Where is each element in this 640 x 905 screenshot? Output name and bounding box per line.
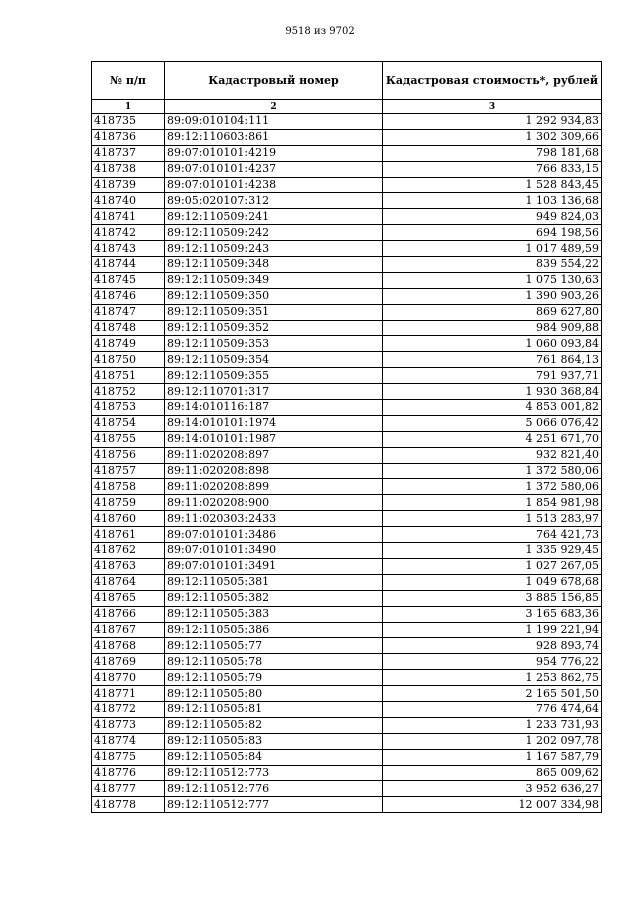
cadastral-number-cell: 89:12:110509:242 [165,225,383,241]
row-number-cell: 418744 [92,257,165,273]
row-number-cell: 418747 [92,304,165,320]
row-number-cell: 418736 [92,129,165,145]
cadastral-value-cell: 869 627,80 [383,304,602,320]
cadastral-value-cell: 1 930 368,84 [383,384,602,400]
table-row [92,670,602,686]
row-number-cell: 418735 [92,114,165,130]
cadastral-value-cell: 4 251 671,70 [383,431,602,447]
cadastral-value-cell: 928 893,74 [383,638,602,654]
table-row [92,701,602,717]
cadastral-value-cell: 954 776,22 [383,654,602,670]
column-number: 1 [92,100,165,114]
table-row [92,495,602,511]
row-number-cell: 418752 [92,384,165,400]
row-number-cell: 418750 [92,352,165,368]
table-row [92,161,602,177]
cadastral-value-cell: 1 202 097,78 [383,733,602,749]
row-number-cell: 418773 [92,717,165,733]
row-number-cell: 418756 [92,447,165,463]
cadastral-value-cell: 865 009,62 [383,765,602,781]
cadastral-number-cell: 89:12:110505:81 [165,701,383,717]
cadastral-value-cell: 1 253 862,75 [383,670,602,686]
cadastral-number-cell: 89:12:110505:83 [165,733,383,749]
cadastral-number-cell: 89:12:110509:351 [165,304,383,320]
row-number-cell: 418741 [92,209,165,225]
row-number-cell: 418751 [92,368,165,384]
cadastral-value-cell: 1 854 981,98 [383,495,602,511]
cadastral-value-cell: 932 821,40 [383,447,602,463]
row-number-cell: 418777 [92,781,165,797]
table-row [92,781,602,797]
table-row [92,654,602,670]
cadastral-number-cell: 89:09:010104:111 [165,114,383,130]
table-row [92,177,602,193]
row-number-cell: 418769 [92,654,165,670]
cadastral-value-cell: 5 066 076,42 [383,415,602,431]
cadastral-number-cell: 89:12:110512:773 [165,765,383,781]
table-row [92,241,602,257]
table-row [92,765,602,781]
cadastral-value-cell: 761 864,13 [383,352,602,368]
table-row [92,368,602,384]
row-number-cell: 418778 [92,797,165,813]
row-number-cell: 418766 [92,606,165,622]
cadastral-value-cell: 1 075 130,63 [383,272,602,288]
cadastral-value-cell: 1 292 934,83 [383,114,602,130]
cadastral-number-cell: 89:12:110509:354 [165,352,383,368]
cadastral-number-cell: 89:12:110509:241 [165,209,383,225]
cadastral-number-cell: 89:05:020107:312 [165,193,383,209]
cadastral-number-cell: 89:12:110505:381 [165,574,383,590]
cadastral-number-cell: 89:07:010101:3486 [165,527,383,543]
table-row [92,336,602,352]
cadastral-number-cell: 89:12:110603:861 [165,129,383,145]
column-number-row [92,100,602,114]
row-number-cell: 418748 [92,320,165,336]
row-number-cell: 418772 [92,701,165,717]
row-number-cell: 418749 [92,336,165,352]
cadastral-number-cell: 89:07:010101:3491 [165,558,383,574]
cadastral-number-cell: 89:11:020208:900 [165,495,383,511]
cadastral-number-cell: 89:12:110509:349 [165,272,383,288]
cadastral-number-cell: 89:12:110509:353 [165,336,383,352]
header-cadastral-value: Кадастровая стоимость*, рублей [383,62,602,100]
table-row [92,320,602,336]
cadastral-value-cell: 3 952 636,27 [383,781,602,797]
cadastral-value-cell: 2 165 501,50 [383,686,602,702]
table-row [92,352,602,368]
cadastral-number-cell: 89:12:110505:382 [165,590,383,606]
row-number-cell: 418760 [92,511,165,527]
header-number: № п/п [92,62,165,100]
table-row [92,558,602,574]
table-row [92,686,602,702]
cadastral-value-cell: 798 181,68 [383,145,602,161]
cadastral-value-cell: 12 007 334,98 [383,797,602,813]
cadastral-value-cell: 1 390 903,26 [383,288,602,304]
row-number-cell: 418746 [92,288,165,304]
row-number-cell: 418768 [92,638,165,654]
cadastral-value-cell: 1 103 136,68 [383,193,602,209]
table-row [92,114,602,130]
cadastral-value-cell: 839 554,22 [383,257,602,273]
cadastral-number-cell: 89:12:110509:350 [165,288,383,304]
cadastral-number-cell: 89:14:010116:187 [165,400,383,416]
row-number-cell: 418743 [92,241,165,257]
cadastral-value-cell: 1 017 489,59 [383,241,602,257]
row-number-cell: 418753 [92,400,165,416]
cadastral-value-cell: 1 049 678,68 [383,574,602,590]
row-number-cell: 418738 [92,161,165,177]
row-number-cell: 418758 [92,479,165,495]
cadastral-number-cell: 89:12:110505:383 [165,606,383,622]
row-number-cell: 418767 [92,622,165,638]
table-row [92,638,602,654]
cadastral-value-cell: 1 528 843,45 [383,177,602,193]
cadastral-number-cell: 89:07:010101:4238 [165,177,383,193]
cadastral-number-cell: 89:11:020208:898 [165,463,383,479]
row-number-cell: 418763 [92,558,165,574]
table-header-row [92,62,602,100]
row-number-cell: 418770 [92,670,165,686]
row-number-cell: 418764 [92,574,165,590]
table-row [92,749,602,765]
table-row [92,797,602,813]
row-number-cell: 418759 [92,495,165,511]
row-number-cell: 418745 [92,272,165,288]
table-row [92,463,602,479]
cadastral-number-cell: 89:12:110512:776 [165,781,383,797]
table-row [92,733,602,749]
cadastral-value-cell: 949 824,03 [383,209,602,225]
table-row [92,717,602,733]
cadastral-value-cell: 1 513 283,97 [383,511,602,527]
row-number-cell: 418754 [92,415,165,431]
row-number-cell: 418742 [92,225,165,241]
table-row [92,415,602,431]
row-number-cell: 418761 [92,527,165,543]
row-number-cell: 418776 [92,765,165,781]
cadastral-value-cell: 1 372 580,06 [383,463,602,479]
cadastral-number-cell: 89:12:110505:84 [165,749,383,765]
cadastral-number-cell: 89:14:010101:1987 [165,431,383,447]
cadastral-value-cell: 1 027 267,05 [383,558,602,574]
row-number-cell: 418765 [92,590,165,606]
cadastral-value-cell: 776 474,64 [383,701,602,717]
cadastral-value-cell: 1 060 093,84 [383,336,602,352]
cadastral-number-cell: 89:11:020303:2433 [165,511,383,527]
cadastral-value-cell: 1 302 309,66 [383,129,602,145]
row-number-cell: 418774 [92,733,165,749]
cadastral-number-cell: 89:12:110505:77 [165,638,383,654]
row-number-cell: 418757 [92,463,165,479]
table-row [92,527,602,543]
cadastral-number-cell: 89:12:110509:348 [165,257,383,273]
table-row [92,384,602,400]
row-number-cell: 418740 [92,193,165,209]
table-row [92,447,602,463]
cadastral-value-cell: 984 909,88 [383,320,602,336]
cadastral-value-cell: 3 165 683,36 [383,606,602,622]
row-number-cell: 418762 [92,543,165,559]
table-row [92,209,602,225]
cadastral-value-cell: 1 372 580,06 [383,479,602,495]
cadastral-number-cell: 89:07:010101:4237 [165,161,383,177]
table-body [92,114,602,813]
table-row [92,400,602,416]
cadastral-value-cell: 791 937,71 [383,368,602,384]
table-row [92,431,602,447]
cadastral-value-cell: 694 198,56 [383,225,602,241]
row-number-cell: 418755 [92,431,165,447]
table-row [92,145,602,161]
table-row [92,590,602,606]
table-row [92,225,602,241]
row-number-cell: 418775 [92,749,165,765]
cadastral-number-cell: 89:07:010101:4219 [165,145,383,161]
table-row [92,193,602,209]
cadastral-value-cell: 1 167 587,79 [383,749,602,765]
cadastral-number-cell: 89:12:110509:352 [165,320,383,336]
page-header: 9518 из 9702 [285,26,355,37]
cadastral-number-cell: 89:12:110505:79 [165,670,383,686]
row-number-cell: 418739 [92,177,165,193]
row-number-cell: 418771 [92,686,165,702]
cadastral-value-cell: 764 421,73 [383,527,602,543]
column-number: 3 [383,100,602,114]
cadastral-number-cell: 89:14:010101:1974 [165,415,383,431]
cadastral-number-cell: 89:12:110509:355 [165,368,383,384]
column-number: 2 [165,100,383,114]
cadastral-number-cell: 89:12:110505:78 [165,654,383,670]
cadastral-number-cell: 89:11:020208:897 [165,447,383,463]
table-row [92,304,602,320]
cadastral-value-cell: 766 833,15 [383,161,602,177]
table-row [92,288,602,304]
table-row [92,511,602,527]
table-row [92,543,602,559]
cadastral-number-cell: 89:12:110505:80 [165,686,383,702]
cadastral-number-cell: 89:11:020208:899 [165,479,383,495]
table-row [92,622,602,638]
cadastral-number-cell: 89:12:110505:386 [165,622,383,638]
header-cadastral-number: Кадастровый номер [165,62,383,100]
cadastral-number-cell: 89:12:110701:317 [165,384,383,400]
table-row [92,257,602,273]
table-row [92,479,602,495]
table-row [92,574,602,590]
table-row [92,272,602,288]
row-number-cell: 418737 [92,145,165,161]
cadastral-number-cell: 89:07:010101:3490 [165,543,383,559]
cadastral-value-cell: 1 199 221,94 [383,622,602,638]
cadastral-number-cell: 89:12:110505:82 [165,717,383,733]
cadastral-value-cell: 1 335 929,45 [383,543,602,559]
cadastral-value-cell: 3 885 156,85 [383,590,602,606]
cadastral-table [91,61,602,813]
cadastral-number-cell: 89:12:110509:243 [165,241,383,257]
cadastral-value-cell: 1 233 731,93 [383,717,602,733]
table-row [92,606,602,622]
table-row [92,129,602,145]
cadastral-value-cell: 4 853 001,82 [383,400,602,416]
cadastral-number-cell: 89:12:110512:777 [165,797,383,813]
